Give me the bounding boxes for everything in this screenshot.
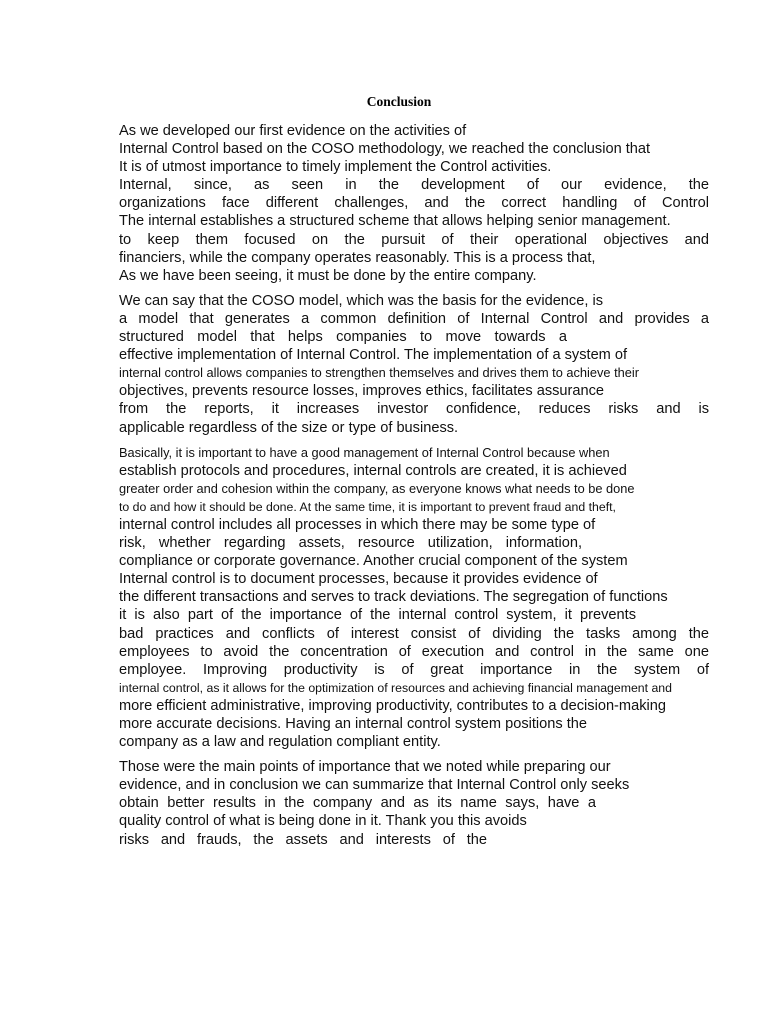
text-line: internal control allows companies to strengthen themselves and drives them to achieve their — [119, 365, 639, 381]
text-line: applicable regardless of the size or type of business. — [119, 419, 459, 436]
text-line: structured model that helps companies to move towards a — [119, 329, 567, 346]
text-line: objectives, prevents resource losses, improves ethics, facilitates assurance — [119, 383, 605, 400]
text-line: employees to avoid the concentration of execution and control in the same one — [119, 643, 709, 660]
text-line: financiers, while the company operates reasonably. This is a process that, — [119, 249, 596, 266]
document-title: Conclusion — [366, 94, 432, 109]
text-line: The internal establishes a structured scheme that allows helping senior management. — [119, 213, 671, 230]
text-line: risk, whether regarding assets, resource utilization, information, — [119, 535, 582, 552]
text-line: internal control, as it allows for the optimization of resources and achieving financial management and — [119, 680, 672, 695]
paragraph — [119, 122, 709, 285]
text-line: Those were the main points of importance that we noted while preparing our — [119, 759, 611, 776]
document-body — [119, 122, 709, 856]
text-line: to do and how it should be done. At the same time, it is important to prevent fraud and theft, — [119, 499, 616, 514]
text-line: Basically, it is important to have a good management of Internal Control because when — [119, 444, 610, 460]
text-line: company as a law and regulation compliant entity. — [119, 734, 441, 751]
text-line: it is also part of the importance of the internal control system, it prevents — [119, 607, 636, 624]
text-line: Internal control is to document processes, because it provides evidence of — [119, 571, 598, 588]
text-line: the different transactions and serves to track deviations. The segregation of functions — [119, 589, 668, 606]
paragraph — [119, 758, 709, 848]
text-line: internal control includes all processes in which there may be some type of — [119, 516, 596, 533]
text-line: As we developed our first evidence on the activities of — [119, 123, 467, 139]
text-line: Internal, since, as seen in the development of our evidence, the — [119, 177, 709, 194]
text-line: It is of utmost importance to timely implement the Control activities. — [119, 159, 552, 176]
text-line: a model that generates a common definition of Internal Control and provides a — [119, 310, 709, 327]
text-line: quality control of what is being done in it. Thank you this avoids — [119, 813, 527, 830]
text-line: more efficient administrative, improving productivity, contributes to a decision-making — [119, 697, 666, 714]
paragraph — [119, 444, 709, 752]
text-line: compliance or corporate governance. Another crucial component of the system — [119, 553, 628, 570]
text-line: As we have been seeing, it must be done by the entire company. — [119, 267, 537, 284]
paragraph — [119, 292, 709, 437]
text-line: evidence, and in conclusion we can summarize that Internal Control only seeks — [119, 777, 630, 794]
text-line: to keep them focused on the pursuit of their operational objectives and — [119, 231, 709, 248]
text-line: obtain better results in the company and as its name says, have a — [119, 795, 596, 812]
text-line: from the reports, it increases investor confidence, reduces risks and is — [119, 401, 709, 418]
text-line: establish protocols and procedures, internal controls are created, it is achieved — [119, 462, 627, 479]
text-line: organizations face different challenges, and the correct handling of Control — [119, 195, 709, 212]
text-line: Internal Control based on the COSO methodology, we reached the conclusion that — [119, 141, 651, 158]
text-line: employee. Improving productivity is of great importance in the system of — [119, 661, 709, 678]
text-line: effective implementation of Internal Control. The implementation of a system of — [119, 347, 628, 364]
text-line: We can say that the COSO model, which was the basis for the evidence, is — [119, 292, 603, 309]
text-line: greater order and cohesion within the company, as everyone knows what needs to be done — [119, 480, 635, 496]
text-line: bad practices and conflicts of interest consist of dividing the tasks among the — [119, 625, 709, 642]
text-line: risks and frauds, the assets and interests of the — [119, 831, 487, 848]
text-line: more accurate decisions. Having an internal control system positions the — [119, 716, 588, 732]
